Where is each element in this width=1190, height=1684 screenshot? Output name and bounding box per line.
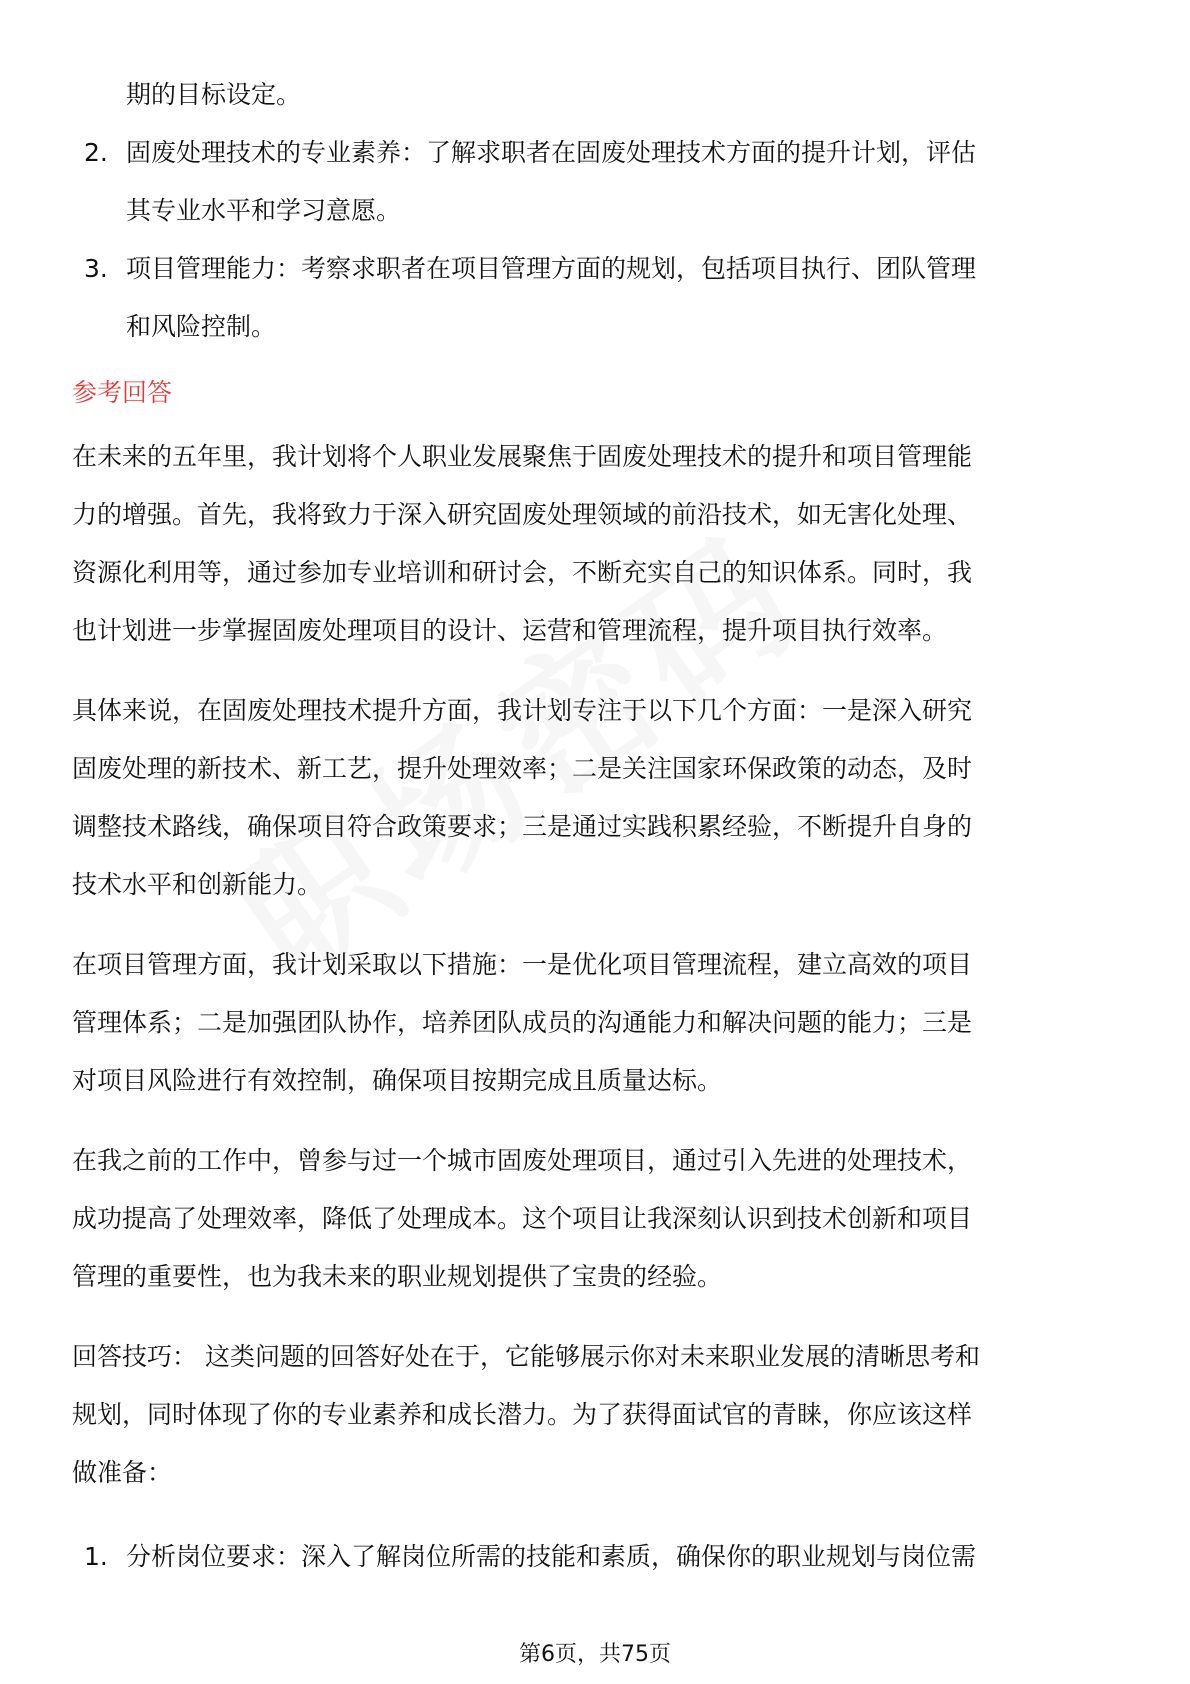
paragraph-line: 也计划进一步掌握固废处理项目的设计、运营和管理流程，提升项目执行效率。 <box>72 616 948 645</box>
answer-tips-paragraph <box>72 1328 1118 1502</box>
preparation-tips-list <box>72 1528 1118 1586</box>
paragraph <box>72 1132 1118 1306</box>
paragraph-line: 固废处理的新技术、新工艺，提升处理效率；二是关注国家环保政策的动态，及时 <box>72 754 973 783</box>
paragraph-line: 在我之前的工作中，曾参与过一个城市固废处理项目，通过引入先进的处理技术， <box>72 1146 973 1175</box>
list-number: 2. <box>84 138 108 167</box>
paragraph <box>72 936 1118 1110</box>
paragraph-line: 技术水平和创新能力。 <box>72 870 323 899</box>
paragraph-line: 调整技术路线，确保项目符合政策要求；三是通过实践积累经验，不断提升自身的 <box>72 812 973 841</box>
list-item-continuation: 期的目标设定。 <box>126 80 302 109</box>
paragraph-line: 规划，同时体现了你的专业素养和成长潜力。为了获得面试官的青睐，你应该这样 <box>72 1400 973 1429</box>
page-footer: 第6页，共75页 <box>519 1642 671 1667</box>
paragraph-line: 回答技巧： 这类问题的回答好处在于，它能够展示你对未来职业发展的清晰思考和 <box>72 1342 980 1371</box>
list-item <box>72 1528 1118 1586</box>
paragraph <box>72 682 1118 914</box>
paragraph-line: 成功提高了处理效率，降低了处理成本。这个项目让我深刻认识到技术创新和项目 <box>72 1204 973 1233</box>
paragraph-line: 对项目风险进行有效控制，确保项目按期完成且质量达标。 <box>72 1066 723 1095</box>
page-content <box>72 66 1118 1586</box>
evaluation-points-list <box>72 124 1118 356</box>
list-item-line: 其专业水平和学习意愿。 <box>126 196 402 225</box>
paragraph-line: 在项目管理方面，我计划采取以下措施：一是优化项目管理流程，建立高效的项目 <box>72 950 973 979</box>
paragraph-line: 在未来的五年里，我计划将个人职业发展聚焦于固废处理技术的提升和项目管理能 <box>72 442 973 471</box>
list-item <box>72 124 1118 240</box>
list-item <box>72 240 1118 356</box>
paragraph-line: 具体来说，在固废处理技术提升方面，我计划专注于以下几个方面：一是深入研究 <box>72 696 973 725</box>
list-item-line: 项目管理能力：考察求职者在项目管理方面的规划，包括项目执行、团队管理 <box>126 254 977 283</box>
list-number: 3. <box>84 254 108 283</box>
paragraph <box>72 428 1118 660</box>
paragraph-line: 力的增强。首先，我将致力于深入研究固废处理领域的前沿技术，如无害化处理、 <box>72 500 973 529</box>
paragraph-line: 做准备： <box>72 1458 173 1487</box>
paragraph-line: 管理体系；二是加强团队协作，培养团队成员的沟通能力和解决问题的能力；三是 <box>72 1008 973 1037</box>
paragraph-line: 资源化利用等，通过参加专业培训和研讨会，不断充实自己的知识体系。同时，我 <box>72 558 973 587</box>
list-item-line: 分析岗位要求：深入了解岗位所需的技能和素质，确保你的职业规划与岗位需 <box>126 1542 977 1571</box>
list-item-line: 固废处理技术的专业素养：了解求职者在固废处理技术方面的提升计划，评估 <box>126 138 977 167</box>
list-item-line: 和风险控制。 <box>126 312 277 341</box>
section-heading: 参考回答 <box>72 378 173 407</box>
paragraph-line: 管理的重要性，也为我未来的职业规划提供了宝贵的经验。 <box>72 1262 723 1291</box>
list-number: 1. <box>84 1542 108 1571</box>
